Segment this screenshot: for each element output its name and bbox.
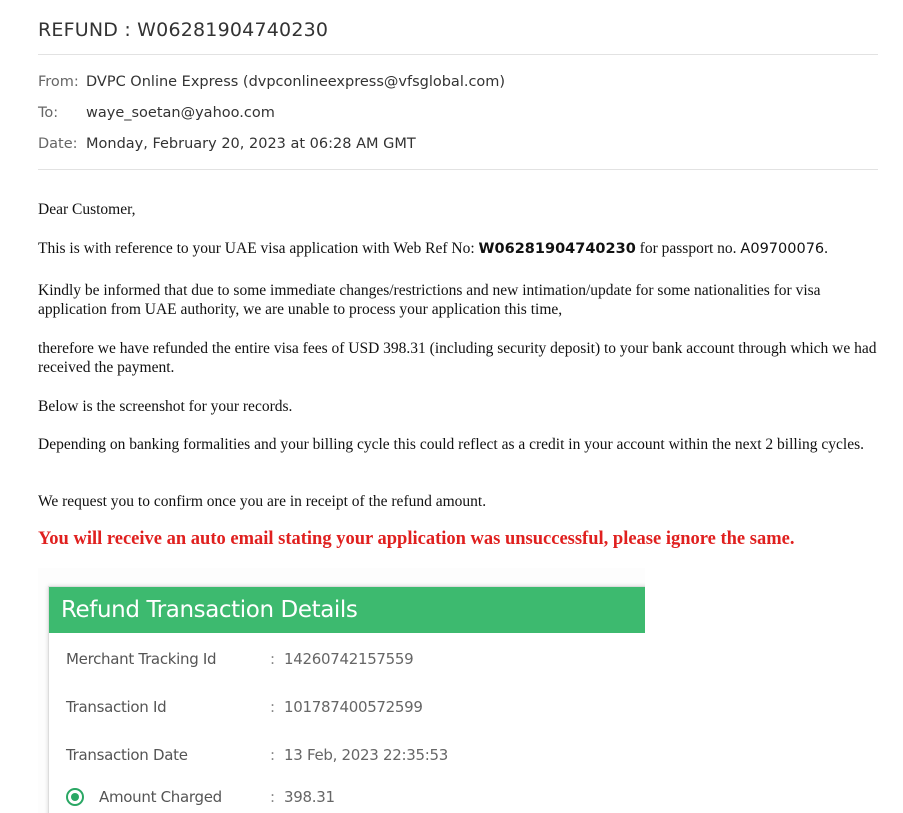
refund-card [48, 586, 645, 813]
passport-number: A09700076 [740, 241, 825, 257]
header-divider [38, 54, 878, 55]
transaction-date-label: Transaction Date [66, 746, 188, 764]
to-value[interactable]: waye_soetan@yahoo.com [86, 105, 275, 121]
transaction-id-label: Transaction Id [66, 698, 167, 716]
refund-card-title: Refund Transaction Details [49, 587, 645, 633]
date-label: Date: [38, 136, 78, 152]
separator: : [270, 746, 275, 764]
paragraph-refund: therefore we have refunded the entire visa fees of USD 398.31 (including security deposit) to your bank account through which we had received the payment. [38, 340, 877, 376]
body-divider [38, 169, 878, 170]
transaction-id-value: 101787400572599 [284, 698, 423, 716]
paragraph-reference [38, 239, 883, 259]
merchant-tracking-value: 14260742157559 [284, 650, 414, 668]
merchant-tracking-label: Merchant Tracking Id [66, 650, 217, 668]
from-label: From: [38, 74, 79, 90]
separator: : [270, 650, 275, 668]
p1-suffix: . [824, 240, 829, 257]
date-value: Monday, February 20, 2023 at 06:28 AM GMT [86, 136, 416, 152]
paragraph-screenshot: Below is the screenshot for your records. [38, 398, 293, 415]
warning-message: You will receive an auto email stating your application was unsuccessful, please ignore the same. [38, 529, 795, 549]
p1-prefix: This is with reference to your UAE visa application with Web Ref No: [38, 240, 479, 257]
refund-screenshot [38, 568, 645, 813]
web-ref-number: W06281904740230 [478, 241, 636, 257]
paragraph-billing: Depending on banking formalities and your billing cycle this could reflect as a credit in your account within the next 2 billing cycles. [38, 436, 865, 453]
paragraph-confirm: We request you to confirm once you are in receipt of the refund amount. [38, 493, 487, 510]
amount-charged-label: Amount Charged [99, 788, 222, 806]
from-value[interactable]: DVPC Online Express (dvpconlineexpress@vfsglobal.com) [86, 74, 506, 90]
p1-mid: for passport no. [635, 240, 741, 257]
amount-charged-value: 398.31 [284, 788, 335, 806]
radio-selected-icon[interactable] [66, 788, 84, 806]
greeting: Dear Customer, [38, 201, 136, 218]
transaction-date-value: 13 Feb, 2023 22:35:53 [284, 746, 448, 764]
to-label: To: [38, 105, 59, 121]
email-subject: REFUND : W06281904740230 [38, 19, 329, 41]
separator: : [270, 788, 275, 806]
separator: : [270, 698, 275, 716]
paragraph-notice: Kindly be informed that due to some immediate changes/restrictions and new intimation/update for some nationalities for visa application from UAE authority, we are unable to process your application this time, [38, 282, 821, 318]
